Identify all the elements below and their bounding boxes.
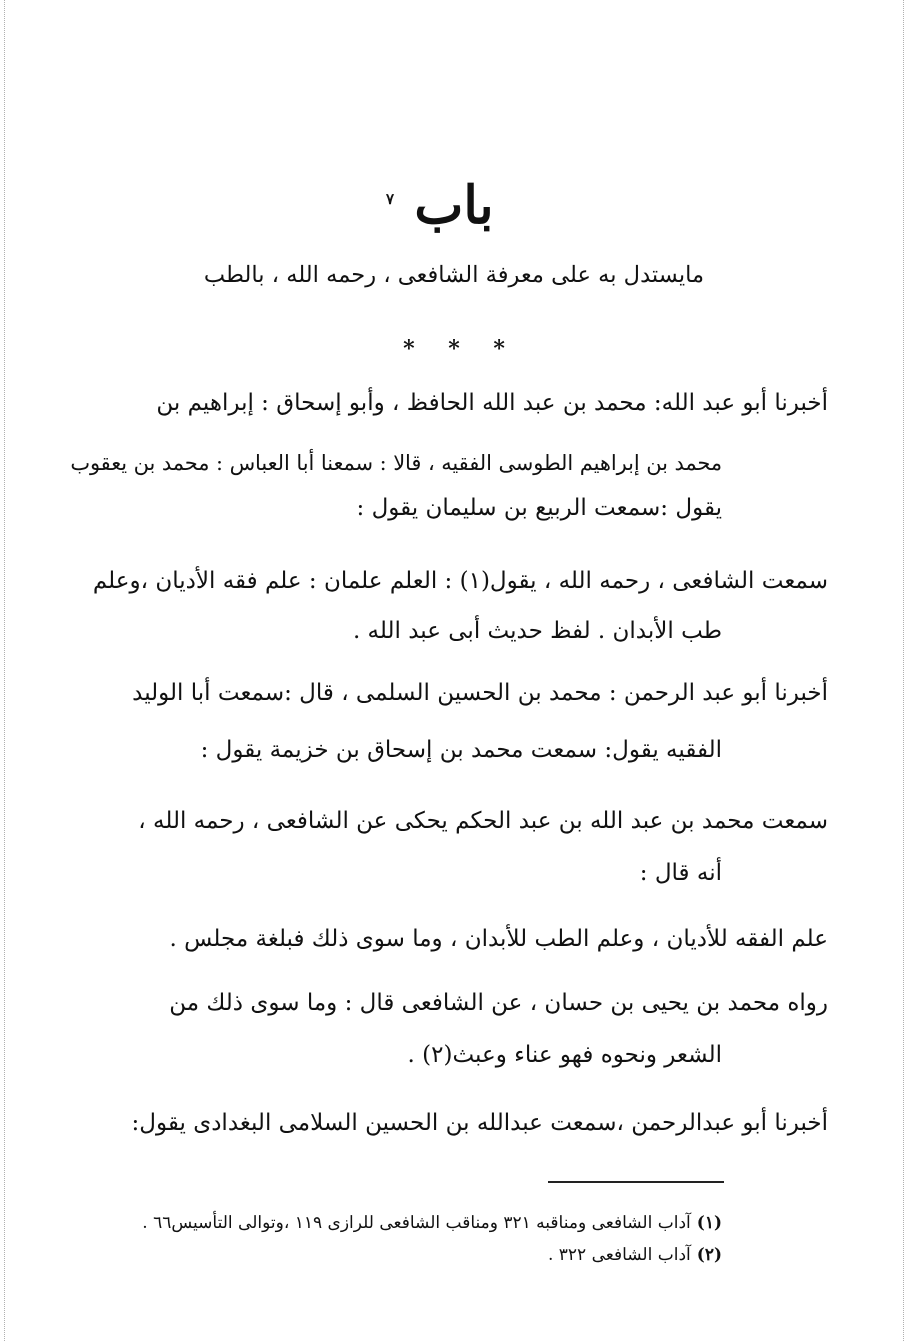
text-line: أخبرنا أبو عبد الرحمن : محمد بن الحسين السلمى ، قال :سمعت أبا الوليد [132, 680, 828, 706]
text-line: طب الأبدان . لفظ حديث أبى عبد الله . [352, 618, 722, 644]
text-line: أخبرنا أبو عبد الله: محمد بن عبد الله الحافظ ، وأبو إسحاق : إبراهيم بن [156, 390, 828, 416]
footnote-number: (١) [696, 1213, 722, 1233]
chapter-subtitle: مايستدل به على معرفة الشافعى ، رحمه الله ، بالطب [203, 262, 705, 288]
footnote [142, 1212, 722, 1234]
footnote-text: آداب الشافعى ومناقبه ٣٢١ ومناقب الشافعى للرازى ١١٩ ،وتوالى التأسيس٦٦ . [142, 1213, 691, 1233]
text-line: رواه محمد بن يحيى بن حسان ، عن الشافعى قال : وما سوى ذلك من [169, 990, 828, 1016]
text-line: الفقيه يقول: سمعت محمد بن إسحاق بن خزيمة يقول : [200, 737, 722, 763]
footnote-rule [548, 1181, 724, 1183]
text-line: محمد بن إبراهيم الطوسى الفقيه ، قالا : سمعنا أبا العباس : محمد بن يعقوب [70, 451, 722, 475]
chapter-number: ٧ [386, 190, 395, 208]
text-line: أخبرنا أبو عبدالرحمن ،سمعت عبدالله بن الحسين السلامى البغدادى يقول: [131, 1110, 828, 1136]
section-separator: * * * [403, 336, 505, 362]
text-line: سمعت الشافعى ، رحمه الله ، يقول(١) : العلم علمان : علم فقه الأديان ،وعلم [92, 568, 828, 594]
text-line: علم الفقه للأديان ، وعلم الطب للأبدان ، وما سوى ذلك فبلغة مجلس . [169, 926, 828, 952]
footnote-number: (٢) [696, 1245, 722, 1265]
text-line: يقول :سمعت الربيع بن سليمان يقول : [356, 495, 722, 521]
chapter-heading: باب [414, 175, 494, 236]
text-line: الشعر ونحوه فهو عناء وعبث(٢) . [407, 1042, 722, 1068]
footnote [548, 1244, 722, 1266]
text-line: سمعت محمد بن عبد الله بن عبد الحكم يحكى عن الشافعى ، رحمه الله ، [138, 808, 828, 834]
text-line: أنه قال : [639, 860, 722, 886]
footnote-text: آداب الشافعى ٣٢٢ . [547, 1245, 691, 1265]
